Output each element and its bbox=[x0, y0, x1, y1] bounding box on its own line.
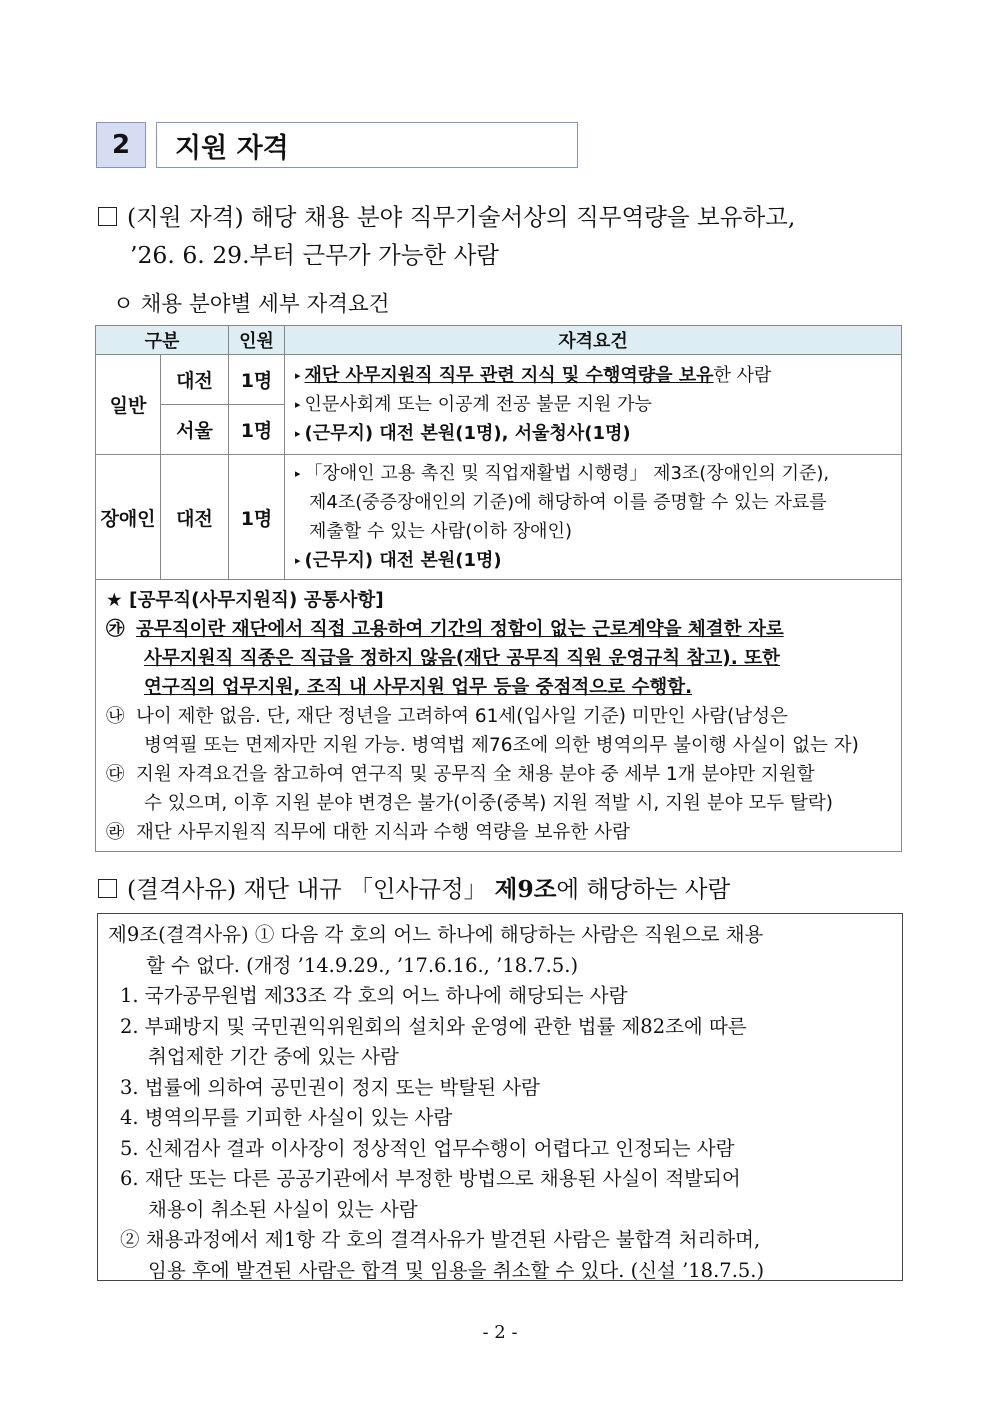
header-count: 인원 bbox=[229, 326, 285, 355]
qualification-table bbox=[95, 325, 902, 852]
section-number: 2 bbox=[96, 122, 146, 168]
general-count-2: 1명 bbox=[229, 405, 285, 455]
disabled-location: 대전 bbox=[161, 455, 229, 580]
header-requirements: 자격요건 bbox=[285, 326, 902, 355]
general-label: 일반 bbox=[96, 355, 161, 455]
triangle-bullet-icon: ▸ bbox=[295, 467, 301, 480]
disqualification-heading: (결격사유) 재단 내규 「인사규정」 제9조에 해당하는 사람 bbox=[98, 870, 730, 904]
general-location-2: 서울 bbox=[161, 405, 229, 455]
general-count-1: 1명 bbox=[229, 355, 285, 405]
triangle-bullet-icon: ▸ bbox=[295, 398, 301, 411]
header-category: 구분 bbox=[96, 326, 229, 355]
triangle-bullet-icon: ▸ bbox=[295, 369, 301, 382]
common-title: ★ [공무직(사무지원직) 공통사항] bbox=[106, 590, 384, 611]
general-location-1: 대전 bbox=[161, 355, 229, 405]
common-notes: ★ [공무직(사무지원직) 공통사항] ㉮ 공무직이란 재단에서 직접 고용하여 기간의 정함이 없는 근로계약을 체결한 자로 사무지원직 직종은 직급을 정하지 않음(재단 공무직 직원 운영규칙 참고). 또한 연구직의 업무지원, 조직 내 사무지원 업무 등을 중점적으로 수행함. ㉯ 나이 제한 없음. 단, 재단 정년을 고려하여 61세(입사일 기준) 미만인 사람(남성은 병역필 또는 면제자만 지원 가능. 병역법 제76조에 의한 병역의무 불이행 사실이 없는 자) ㉰ 지원 자격요건을 참고하여 연구직 및 공무직 全 채용 분야 중 세부 1개 분야만 지원할 수 있으며, 이후 지원 분야 변경은 불가(이중(중복) 지원 적발 시, 지원 분야 모두 탈락) ㉱ 재단 사무지원직 직무에 대한 지식과 수행 역량을 보유한 사람 bbox=[96, 580, 902, 852]
disabled-requirements: ▸ 「장애인 고용 촉진 및 직업재활법 시행령」 제3조(장애인의 기준), 제4조(중증장애인의 기준)에 해당하여 이를 증명할 수 있는 자료를 제출할 수 있는 사람(이하 장애인) ▸ (근무지) 대전 본원(1명) bbox=[285, 455, 902, 580]
checkbox-square-icon bbox=[98, 207, 117, 226]
general-requirements: ▸ 재단 사무지원직 직무 관련 지식 및 수행역량을 보유한 사람 ▸ 인문사회계 또는 이공계 전공 불문 지원 가능 ▸ (근무지) 대전 본원(1명), 서울청사(1명) bbox=[285, 355, 902, 455]
checkbox-square-icon bbox=[98, 879, 117, 898]
rule-box: 제9조(결격사유) ① 다음 각 호의 어느 하나에 해당하는 사람은 직원으로 채용 할 수 없다. (개정 ’14.9.29., ’17.6.16., ’18.7.5.) 1. 국가공무원법 제33조 각 호의 어느 하나에 해당되는 사람 2. 부패방지 및 국민권익위원회의 설치와 운영에 관한 법률 제82조에 따른 취업제한 기간 중에 있는 사람 3. 법률에 의하여 공민권이 정지 또는 박탈된 사람 4. 병역의무를 기피한 사실이 있는 사람 5. 신체검사 결과 이사장이 정상적인 업무수행이 어렵다고 인정되는 사람 6. 재단 또는 다른 공공기관에서 부정한 방법으로 채용된 사실이 적발되어 채용이 취소된 사실이 있는 사람 ② 채용과정에서 제1항 각 호의 결격사유가 발견된 사람은 불합격 처리하며, 임용 후에 발견된 사람은 합격 및 임용을 취소할 수 있다. (신설 ’18.7.5.) bbox=[97, 913, 903, 1281]
intro-sub: ㅇ 채용 분야별 세부 자격요건 bbox=[113, 292, 390, 317]
disabled-label: 장애인 bbox=[96, 455, 161, 580]
section-title: 지원 자격 bbox=[156, 122, 578, 168]
triangle-bullet-icon: ▸ bbox=[295, 554, 301, 567]
page-number: - 2 - bbox=[482, 1322, 518, 1343]
intro-line-1: (지원 자격) 해당 채용 분야 직무기술서상의 직무역량을 보유하고, bbox=[98, 198, 795, 232]
disabled-count: 1명 bbox=[229, 455, 285, 580]
triangle-bullet-icon: ▸ bbox=[295, 427, 301, 440]
intro-line-2: ’26. 6. 29.부터 근무가 가능한 사람 bbox=[130, 241, 499, 269]
